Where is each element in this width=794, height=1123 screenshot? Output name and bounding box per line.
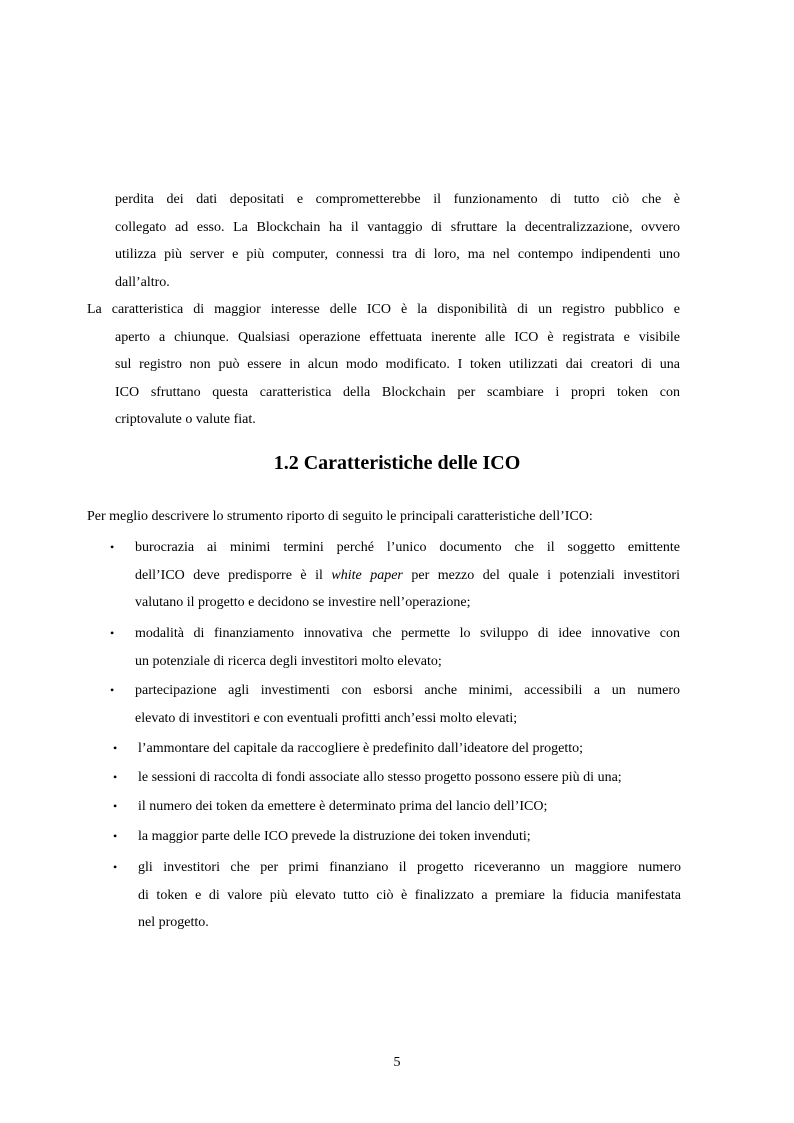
ico-registry-paragraph [87,296,680,434]
text-line: aperto a chiunque. Qualsiasi operazione effettuata inerente alle ICO è registrata e visibile [115,329,680,345]
section-heading: 1.2 Caratteristiche delle ICO [273,452,521,474]
bullet-icon: • [113,860,118,874]
text-line: di token e di valore più elevato tutto ciò è finalizzato a premiare la fiducia manifestata [138,887,681,903]
text-fragment: per mezzo del quale i potenziali investitori [402,567,680,583]
text-line: la maggior parte delle ICO prevede la distruzione dei token invenduti; [138,829,531,844]
text-line: modalità di finanziamento innovativa che permette lo sviluppo di idee innovative con [135,626,680,641]
text-line: elevato di investitori e con eventuali profitti anch’essi molto elevati; [135,710,518,726]
section-intro: Per meglio descrivere lo strumento riporto di seguito le principali caratteristiche dell’ICO: [87,509,593,524]
bullet-icon: • [110,540,115,554]
text-line: burocrazia ai minimi termini perché l’unico documento che il soggetto emittente [135,540,680,555]
continuation-paragraph [115,186,680,296]
text-line: valutano il progetto e decidono se investire nell’operazione; [135,595,471,610]
text-fragment: dell’ICO deve predisporre è il [135,567,332,583]
text-line: collegato ad esso. La Blockchain ha il vantaggio di sfruttare la decentralizzazione, ovvero [115,219,680,235]
text-line: nel progetto. [138,915,209,930]
text-line: criptovalute o valute fiat. [115,412,256,427]
text-line: perdita dei dati depositati e comprometterebbe il funzionamento di tutto ciò che è [115,192,680,207]
text-line: gli investitori che per primi finanziano il progetto riceveranno un maggiore numero [138,860,681,875]
text-line: La caratteristica di maggior interesse delle ICO è la disponibilità di un registro pubblico e [87,302,680,317]
page-number: 5 [393,1055,401,1070]
bullet-icon: • [113,799,118,813]
bullet-icon: • [113,770,118,784]
bullet-icon: • [113,741,118,755]
bullet-icon: • [110,626,115,640]
italic-term: white paper [331,567,403,583]
text-line [135,562,680,590]
text-line: un potenziale di ricerca degli investitori molto elevato; [135,653,442,669]
text-line: sul registro non può essere in alcun modo modificato. I token utilizzati dai creatori di una [115,357,680,372]
text-line: le sessioni di raccolta di fondi associate allo stesso progetto possono essere più di una; [138,770,622,785]
bullet-icon: • [110,683,115,697]
text-line: utilizza più server e più computer, connessi tra di loro, ma nel contempo indipendenti uno [115,247,680,262]
text-line: l’ammontare del capitale da raccogliere è predefinito dall’ideatore del progetto; [138,741,584,756]
bullet-icon: • [113,829,118,843]
text-line: dall’altro. [115,274,170,290]
text-line: ICO sfruttano questa caratteristica della Blockchain per scambiare i propri token con [115,384,680,400]
text-line: il numero dei token da emettere è determinato prima del lancio dell’ICO; [138,799,548,814]
text-line: partecipazione agli investimenti con esborsi anche minimi, accessibili a un numero [135,683,680,698]
